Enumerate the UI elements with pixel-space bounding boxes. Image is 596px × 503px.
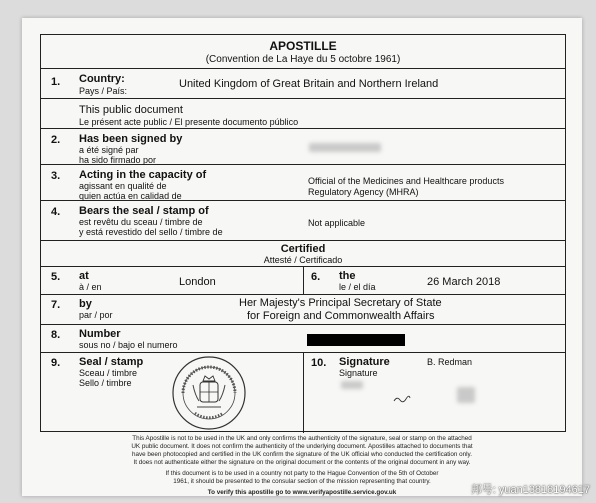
seal-of-value: Not applicable xyxy=(308,218,366,228)
at-label: at xyxy=(79,270,89,282)
by-label: by xyxy=(79,298,92,310)
capacity-sublabel-es: quien actúa en calidad de xyxy=(79,191,182,201)
seal-of-label: Bears the seal / stamp of xyxy=(79,205,209,217)
by-number: 7. xyxy=(51,299,61,311)
stamp-label: Seal / stamp xyxy=(79,356,144,368)
watermark-text: 邦号: yuan13818194617 xyxy=(470,484,590,496)
footer-verify-line: To verify this apostille go to www.verifyapostille.service.gov.uk xyxy=(207,489,397,497)
footer-line: This Apostille is not to be used in the UK and only confirms the authenticity of the signature, seal or stamp on the attached xyxy=(132,435,472,442)
date-number: 6. xyxy=(311,271,321,283)
date-value: 26 March 2018 xyxy=(427,276,501,288)
capacity-label: Acting in the capacity of xyxy=(79,169,207,181)
country-number: 1. xyxy=(51,76,61,88)
signed-by-row xyxy=(41,129,565,165)
redacted-signature-mark xyxy=(341,381,363,389)
at-number: 5. xyxy=(51,271,61,283)
seal-of-sublabel-fr: est revêtu du sceau / timbre de xyxy=(79,217,203,227)
by-value-line1: Her Majesty's Principal Secretary of State xyxy=(239,297,442,309)
capacity-number: 3. xyxy=(51,170,61,182)
stamp-sublabel-fr: Sceau / timbre xyxy=(79,368,138,378)
country-row xyxy=(41,69,565,99)
header-row xyxy=(41,35,565,69)
by-row xyxy=(41,295,565,325)
apostille-title: APOSTILLE xyxy=(269,39,337,53)
signed-by-sublabel-fr: a été signé par xyxy=(79,145,139,155)
signed-by-label: Has been signed by xyxy=(79,133,183,145)
signed-by-sublabel-es: ha sido firmado por xyxy=(79,155,157,165)
stamp-signature-divider xyxy=(303,353,304,433)
at-sublabel: à / en xyxy=(79,282,102,292)
signature-number: 10. xyxy=(311,357,327,369)
public-document-label: This public document xyxy=(79,104,183,116)
place-date-divider xyxy=(303,267,304,294)
footer-line: It does not authenticate either the signature on the original document or the contents of the original document in any way. xyxy=(133,459,471,467)
public-document-sublabel: Le présent acte public / El presente documento público xyxy=(79,117,299,127)
convention-subtitle: (Convention de La Haye du 5 octobre 1961) xyxy=(205,54,401,65)
redacted-handwritten-signature xyxy=(457,387,475,403)
certified-label: Certified xyxy=(280,243,326,255)
apostille-form xyxy=(40,34,566,432)
seal-of-sublabel-es: y está revestido del sello / timbre de xyxy=(79,227,223,237)
number-row xyxy=(41,325,565,353)
stamp-signature-row xyxy=(41,353,565,433)
signatory-name: B. Redman xyxy=(427,357,473,367)
date-label: the xyxy=(339,270,356,282)
country-sublabel: Pays / País: xyxy=(79,86,128,96)
number-number: 8. xyxy=(51,329,61,341)
place-date-row xyxy=(41,267,565,295)
country-value: United Kingdom of Great Britain and Northern Ireland xyxy=(179,78,439,90)
redacted-signer-name xyxy=(309,143,381,152)
certified-row xyxy=(41,241,565,267)
footer-line: have been photocopied and certified in the UK confirm the signature of the UK official who conducted the certification only. xyxy=(131,451,472,459)
country-label: Country: xyxy=(79,73,125,85)
capacity-value-line2: Regulatory Agency (MHRA) xyxy=(308,187,419,197)
signature-label: Signature xyxy=(339,356,390,368)
stamp-sublabel-es: Sello / timbre xyxy=(79,378,132,388)
footer-line: If this document is to be used in a country not party to the Hague Convention of the 5th of October xyxy=(165,470,439,478)
at-value: London xyxy=(179,276,216,288)
signed-by-number: 2. xyxy=(51,134,61,146)
footer-line: 1961, it should be presented to the consular section of the mission representing that country. xyxy=(173,478,431,486)
capacity-value-line1: Official of the Medicines and Healthcare products xyxy=(308,176,504,186)
seal-of-number: 4. xyxy=(51,206,61,218)
stamp-number: 9. xyxy=(51,357,61,369)
fco-seal-stamp-icon xyxy=(171,355,247,431)
apostille-document xyxy=(22,18,582,496)
date-sublabel: le / el día xyxy=(339,282,376,292)
signature-sublabel: Signature xyxy=(339,368,378,378)
number-label: Number xyxy=(79,328,121,340)
public-document-row xyxy=(41,99,565,129)
certified-sublabel: Attesté / Certificado xyxy=(263,255,343,265)
redacted-apostille-number xyxy=(307,334,405,346)
by-sublabel: par / por xyxy=(79,310,113,320)
number-sublabel: sous no / bajo el numero xyxy=(79,340,178,350)
seal-of-row xyxy=(41,201,565,241)
by-value-line2: for Foreign and Commonwealth Affairs xyxy=(247,310,435,322)
capacity-row xyxy=(41,165,565,201)
footer-line: UK public document. It does not confirm the authenticity of the underlying document. Apostilles attached to documents that xyxy=(131,443,473,451)
signature-scribble-icon xyxy=(393,395,411,403)
capacity-sublabel-fr: agissant en qualité de xyxy=(79,181,167,191)
